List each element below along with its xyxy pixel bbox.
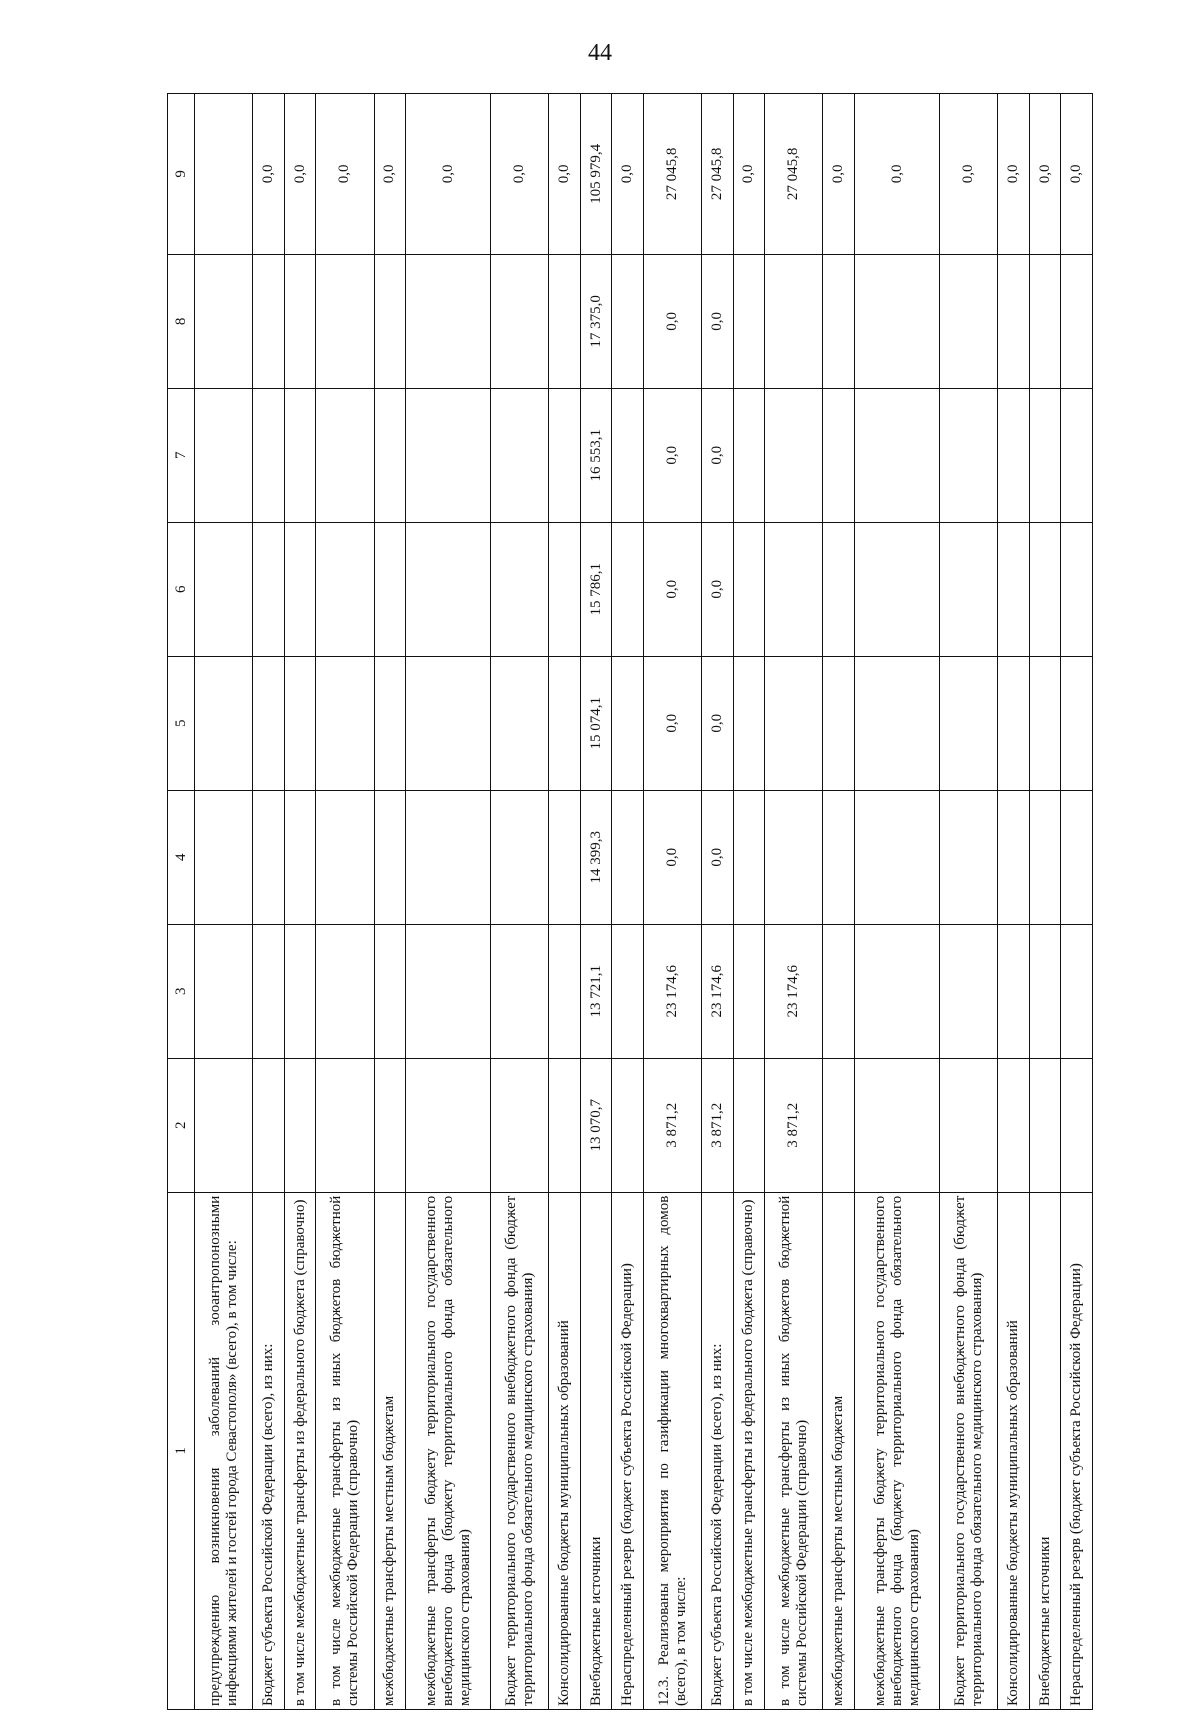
table-cell <box>612 656 644 790</box>
table-cell <box>998 254 1030 388</box>
row-label: межбюджетные трансферты местным бюджетам <box>823 1192 855 1709</box>
table-cell: 0,0 <box>998 94 1030 255</box>
table-cell: 15 074,1 <box>580 656 612 790</box>
table-cell <box>854 656 939 790</box>
table-cell: 0,0 <box>374 94 406 255</box>
table-cell <box>549 1058 581 1192</box>
table-cell: 0,0 <box>702 254 734 388</box>
table-row <box>284 94 316 1710</box>
table-cell <box>195 790 253 924</box>
table-cell <box>406 1058 491 1192</box>
table-cell <box>1029 388 1061 522</box>
table-cell <box>998 522 1030 656</box>
table-cell <box>374 254 406 388</box>
table-cell: 13 070,7 <box>580 1058 612 1192</box>
table-cell <box>253 522 285 656</box>
table-row <box>491 94 549 1710</box>
table-cell: 0,0 <box>253 94 285 255</box>
table-cell <box>1029 522 1061 656</box>
table-cell <box>1029 790 1061 924</box>
column-header: 9 <box>168 94 195 255</box>
table-cell <box>195 522 253 656</box>
row-label: Бюджет субъекта Российской Федерации (всего), из них: <box>253 1192 285 1709</box>
table-cell: 16 553,1 <box>580 388 612 522</box>
table-cell <box>823 656 855 790</box>
table-cell <box>1061 254 1093 388</box>
table-cell: 0,0 <box>854 94 939 255</box>
row-label: 12.3. Реализованы мероприятия по газификации многоквартирных домов (всего), в том числе: <box>643 1192 701 1709</box>
table-cell <box>1029 656 1061 790</box>
column-header: 5 <box>168 656 195 790</box>
table-cell <box>940 254 998 388</box>
table-cell <box>549 790 581 924</box>
table-row <box>253 94 285 1710</box>
table-cell: 105 979,4 <box>580 94 612 255</box>
table-cell <box>823 522 855 656</box>
row-label: Нераспределенный резерв (бюджет субъекта Российской Федерации) <box>612 1192 644 1709</box>
table-cell: 3 871,2 <box>643 1058 701 1192</box>
budget-table-container <box>167 93 1093 1710</box>
table-cell <box>253 254 285 388</box>
table-cell <box>374 656 406 790</box>
row-label: межбюджетные трансферты бюджету территориального государственного внебюджетного фонда (бюджету территориального фонда обязательного медицинского страхования) <box>854 1192 939 1709</box>
row-label: предупреждению возникновения заболеваний зооантропонозными инфекциями жителей и гостей города Севастополя» (всего), в том числе: <box>195 1192 253 1709</box>
table-cell <box>612 924 644 1058</box>
table-cell <box>284 656 316 790</box>
table-cell <box>612 522 644 656</box>
table-cell <box>549 254 581 388</box>
table-cell <box>998 924 1030 1058</box>
table-cell <box>854 388 939 522</box>
row-label: Бюджет территориального государственного внебюджетного фонда (бюджет территориального фонда обязательного медицинского страхования) <box>491 1192 549 1709</box>
table-cell <box>998 1058 1030 1192</box>
table-cell <box>733 656 765 790</box>
table-cell: 0,0 <box>1061 94 1093 255</box>
table-cell: 0,0 <box>491 94 549 255</box>
table-cell: 27 045,8 <box>765 94 823 255</box>
table-cell <box>823 924 855 1058</box>
table-cell <box>733 1058 765 1192</box>
table-cell <box>1029 924 1061 1058</box>
table-cell: 0,0 <box>823 94 855 255</box>
table-cell <box>284 1058 316 1192</box>
table-cell: 0,0 <box>284 94 316 255</box>
table-cell <box>491 522 549 656</box>
table-cell <box>1061 522 1093 656</box>
column-header: 8 <box>168 254 195 388</box>
table-cell: 0,0 <box>643 656 701 790</box>
row-label: межбюджетные трансферты бюджету территориального государственного внебюджетного фонда (бюджету территориального фонда обязательного медицинского страхования) <box>406 1192 491 1709</box>
table-cell <box>491 1058 549 1192</box>
table-cell <box>854 790 939 924</box>
table-cell <box>612 1058 644 1192</box>
table-cell: 0,0 <box>612 94 644 255</box>
table-cell: 3 871,2 <box>765 1058 823 1192</box>
column-header: 3 <box>168 924 195 1058</box>
table-cell <box>253 388 285 522</box>
table-cell: 0,0 <box>702 388 734 522</box>
table-cell <box>195 94 253 255</box>
table-cell <box>491 924 549 1058</box>
table-cell <box>940 522 998 656</box>
table-cell <box>316 790 374 924</box>
row-label: в том числе межбюджетные трансферты из федерального бюджета (справочно) <box>733 1192 765 1709</box>
table-header-row <box>168 94 195 1710</box>
table-cell: 15 786,1 <box>580 522 612 656</box>
table-cell <box>284 388 316 522</box>
table-cell <box>195 1058 253 1192</box>
table-cell <box>316 254 374 388</box>
table-cell <box>1029 1058 1061 1192</box>
column-header: 7 <box>168 388 195 522</box>
column-header: 2 <box>168 1058 195 1192</box>
table-cell <box>1061 1058 1093 1192</box>
table-cell <box>406 656 491 790</box>
table-cell <box>998 656 1030 790</box>
table-cell <box>998 790 1030 924</box>
table-cell <box>1061 656 1093 790</box>
table-cell <box>406 790 491 924</box>
table-cell <box>998 388 1030 522</box>
table-cell <box>823 388 855 522</box>
table-cell <box>765 522 823 656</box>
row-label: Внебюджетные источники <box>1029 1192 1061 1709</box>
row-label: Внебюджетные источники <box>580 1192 612 1709</box>
table-cell <box>823 1058 855 1192</box>
table-cell <box>549 522 581 656</box>
table-cell <box>491 790 549 924</box>
row-label: Консолидированные бюджеты муниципальных образований <box>549 1192 581 1709</box>
table-cell <box>284 522 316 656</box>
table-cell <box>284 790 316 924</box>
table-cell: 0,0 <box>549 94 581 255</box>
table-cell: 0,0 <box>643 790 701 924</box>
table-cell: 0,0 <box>702 522 734 656</box>
table-cell <box>823 790 855 924</box>
table-cell: 13 721,1 <box>580 924 612 1058</box>
table-cell <box>491 254 549 388</box>
table-cell <box>374 388 406 522</box>
table-cell <box>854 254 939 388</box>
table-row <box>940 94 998 1710</box>
table-row <box>643 94 701 1710</box>
table-cell <box>765 656 823 790</box>
table-cell <box>733 388 765 522</box>
table-cell <box>854 1058 939 1192</box>
table-cell: 0,0 <box>643 388 701 522</box>
table-cell <box>253 1058 285 1192</box>
row-label: межбюджетные трансферты местным бюджетам <box>374 1192 406 1709</box>
table-cell <box>406 924 491 1058</box>
table-cell <box>765 790 823 924</box>
table-row <box>580 94 612 1710</box>
table-cell <box>940 1058 998 1192</box>
table-cell <box>733 924 765 1058</box>
table-cell <box>1061 924 1093 1058</box>
table-cell <box>549 924 581 1058</box>
table-cell <box>854 924 939 1058</box>
table-cell <box>316 656 374 790</box>
table-row <box>733 94 765 1710</box>
table-row <box>316 94 374 1710</box>
table-cell <box>253 656 285 790</box>
table-cell: 27 045,8 <box>702 94 734 255</box>
table-cell <box>491 388 549 522</box>
table-row <box>854 94 939 1710</box>
table-row <box>1061 94 1093 1710</box>
table-cell <box>1061 388 1093 522</box>
table-cell <box>612 790 644 924</box>
row-label: в том числе межбюджетные трансферты из федерального бюджета (справочно) <box>284 1192 316 1709</box>
table-cell: 14 399,3 <box>580 790 612 924</box>
table-cell <box>733 522 765 656</box>
table-cell: 23 174,6 <box>765 924 823 1058</box>
table-cell <box>940 790 998 924</box>
table-cell <box>823 254 855 388</box>
table-cell <box>253 924 285 1058</box>
table-cell: 0,0 <box>406 94 491 255</box>
table-cell <box>374 790 406 924</box>
table-row <box>765 94 823 1710</box>
table-cell <box>316 924 374 1058</box>
table-cell <box>733 790 765 924</box>
table-cell <box>940 656 998 790</box>
table-cell <box>854 522 939 656</box>
table-cell: 27 045,8 <box>643 94 701 255</box>
column-header: 4 <box>168 790 195 924</box>
row-label: Консолидированные бюджеты муниципальных образований <box>998 1192 1030 1709</box>
table-cell <box>284 254 316 388</box>
table-cell <box>284 924 316 1058</box>
table-cell <box>549 388 581 522</box>
table-cell: 0,0 <box>733 94 765 255</box>
table-row <box>406 94 491 1710</box>
table-row <box>374 94 406 1710</box>
row-label: в том числе межбюджетные трансферты из иных бюджетов бюджетной системы Российской Федерации (справочно) <box>765 1192 823 1709</box>
table-row <box>702 94 734 1710</box>
row-label: в том числе межбюджетные трансферты из иных бюджетов бюджетной системы Российской Федерации (справочно) <box>316 1192 374 1709</box>
table-cell <box>765 254 823 388</box>
table-cell <box>374 522 406 656</box>
table-cell: 23 174,6 <box>643 924 701 1058</box>
table-cell <box>195 924 253 1058</box>
table-cell: 23 174,6 <box>702 924 734 1058</box>
table-cell <box>195 254 253 388</box>
table-cell: 0,0 <box>702 790 734 924</box>
table-cell: 0,0 <box>643 522 701 656</box>
table-cell <box>253 790 285 924</box>
table-row <box>823 94 855 1710</box>
budget-table <box>167 93 1093 1710</box>
table-cell: 3 871,2 <box>702 1058 734 1192</box>
row-label: Бюджет территориального государственного внебюджетного фонда (бюджет территориального фонда обязательного медицинского страхования) <box>940 1192 998 1709</box>
table-cell <box>491 656 549 790</box>
table-cell <box>406 254 491 388</box>
table-cell <box>940 388 998 522</box>
row-label: Бюджет субъекта Российской Федерации (всего), из них: <box>702 1192 734 1709</box>
table-cell <box>195 388 253 522</box>
table-cell: 0,0 <box>702 656 734 790</box>
table-row <box>195 94 253 1710</box>
table-cell <box>940 924 998 1058</box>
table-cell <box>1061 790 1093 924</box>
table-cell <box>765 388 823 522</box>
table-cell: 0,0 <box>940 94 998 255</box>
table-cell <box>549 656 581 790</box>
table-cell <box>406 522 491 656</box>
table-body <box>195 94 1093 1710</box>
table-cell <box>316 522 374 656</box>
table-cell <box>612 388 644 522</box>
table-cell <box>406 388 491 522</box>
page-number: 44 <box>588 40 612 66</box>
table-cell <box>195 656 253 790</box>
table-cell <box>733 254 765 388</box>
row-label: Нераспределенный резерв (бюджет субъекта Российской Федерации) <box>1061 1192 1093 1709</box>
table-cell: 0,0 <box>1029 94 1061 255</box>
table-row <box>998 94 1030 1710</box>
table-cell <box>316 1058 374 1192</box>
column-header: 1 <box>168 1192 195 1709</box>
table-cell <box>612 254 644 388</box>
table-row <box>1029 94 1061 1710</box>
table-row <box>549 94 581 1710</box>
table-cell <box>374 924 406 1058</box>
table-cell <box>316 388 374 522</box>
table-cell: 17 375,0 <box>580 254 612 388</box>
table-cell <box>374 1058 406 1192</box>
table-cell: 0,0 <box>643 254 701 388</box>
table-cell <box>1029 254 1061 388</box>
table-cell: 0,0 <box>316 94 374 255</box>
table-row <box>612 94 644 1710</box>
column-header: 6 <box>168 522 195 656</box>
